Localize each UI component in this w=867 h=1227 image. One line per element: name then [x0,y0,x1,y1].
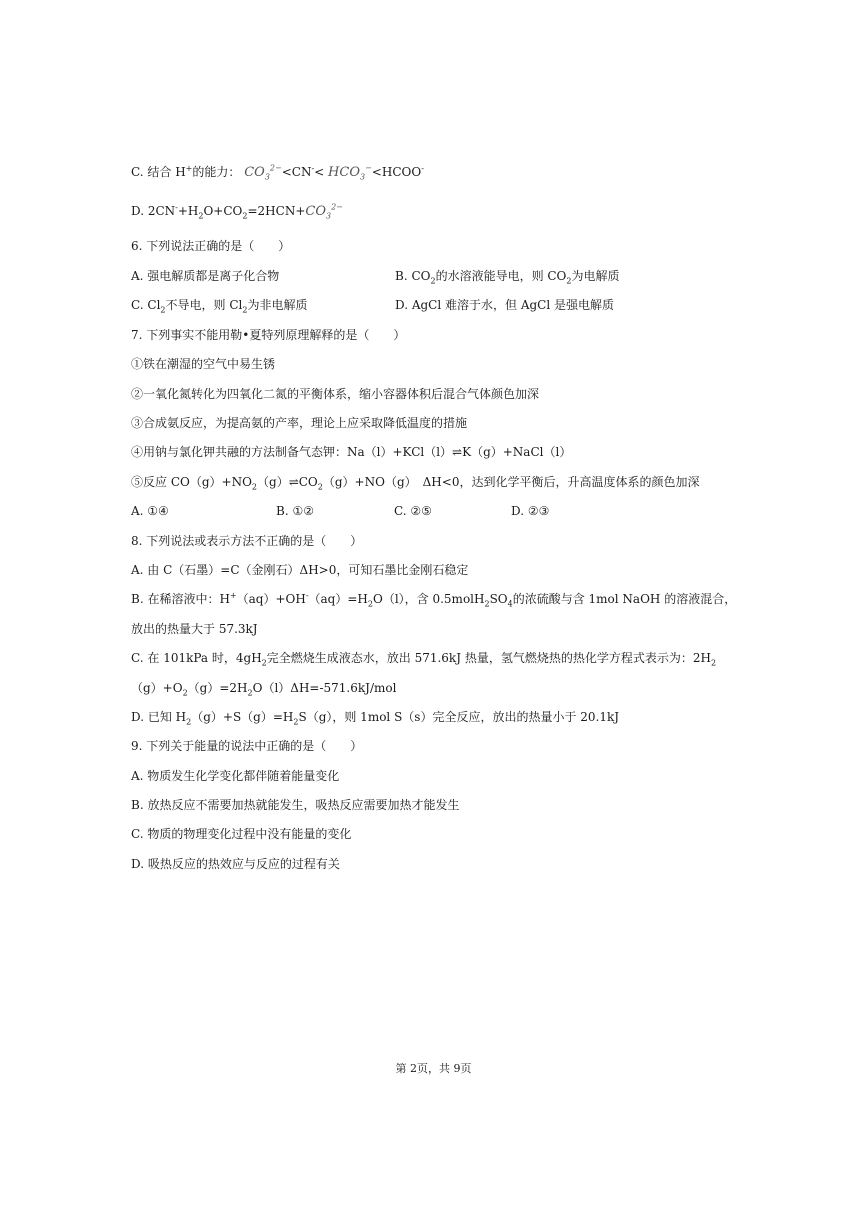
q7-item-4: ④用钠与氯化钾共融的方法制备气态钾：Na（l）+KCl（l）⇌K（g）+NaCl（l） [131,445,572,459]
q6-option-c: C. $Cl_2$不导电，则 $Cl_2$为非电解质 [131,298,308,315]
q8-option-c-line2: $(g)+O_2(g)=2H_2O(l)\Delta H=-571.6kJ$/mol [131,681,397,698]
q8-option-c-line1: C. 在 101kPa 时，$4gH_2$完全燃烧生成液态水，放出 571.6kJ 热量，氢气燃烧热的热化学方程式表示为：$2H_2$ [131,651,717,668]
q9-option-b: B. 放热反应不需要加热就能发生，吸热反应需要加热才能发生 [131,798,460,812]
carbonate-formula: $CO_3^{2-}$ [244,163,282,182]
q6-option-d: D. AgCl 难溶于水，但 AgCl 是强电解质 [395,298,615,312]
q5-option-d: D. $2CN^-+H_2O+CO_2=2HCN+CO_3^{2-}$ [131,202,343,221]
q9-stem: 9. 下列关于能量的说法中正确的是（ ） [131,739,363,753]
page-footer: 第 2页，共 9页 [395,1062,472,1075]
q7-option-a: A. ①④ [131,504,169,518]
q8-option-a: A. 由 C（石墨）=C（金刚石）ΔH>0，可知石墨比金刚石稳定 [131,563,469,577]
q5-option-c: C. 结合 H+的能力： $CO_3^{2-}<CN^-<$ $HCO_3^-<HCOO^-$ [131,163,424,182]
q6-option-a: A. 强电解质都是离子化合物 [131,269,280,283]
q9-option-a: A. 物质发生化学变化都伴随着能量变化 [131,769,340,783]
carbonate-formula: $CO_3^{2-}$ [305,202,343,221]
q7-item-1: ①铁在潮湿的空气中易生锈 [131,357,276,371]
q7-item-2: ②一氧化氮转化为四氧化二氮的平衡体系，缩小容器体积后混合气体颜色加深 [131,387,540,401]
q7-item-3: ③合成氨反应，为提高氨的产率，理论上应采取降低温度的措施 [131,416,468,430]
q7-option-d: D. ②③ [511,504,550,518]
q9-option-c: C. 物质的物理变化过程中没有能量的变化 [131,827,352,841]
q7-option-b: B. ①② [276,504,314,518]
q6-stem: 6. 下列说法正确的是（ ） [131,239,291,253]
q9-option-d: D. 吸热反应的热效应与反应的过程有关 [131,857,340,871]
q8-option-b-line1: B. 在稀溶液中：$H^+(aq)+OH^-(aq)=H_2O(l)$，含 $0.5molH_2SO_4$的浓硫酸与含 1mol NaOH 的溶液混合， [131,591,737,609]
q7-stem: 7. 下列事实不能用勒•夏特列原理解释的是（ ） [131,328,406,342]
q8-stem: 8. 下列说法或表示方法不正确的是（ ） [131,534,363,548]
q8-option-b-line2: 放出的热量大于 57.3kJ [131,622,258,636]
q6-option-b: B. $CO_2$的水溶液能导电，则 $CO_2$为电解质 [395,269,620,286]
q7-option-c: C. ②⑤ [394,504,432,518]
q8-option-d: D. 已知 $H_2(g)+S(g)=H_2S(g)$，则 1mol S（s）完全反应，放出的热量小于 20.1kJ [131,710,620,727]
q7-item-5: ⑤反应 $CO(g)+NO_2(g)\rightleftharpoons CO_2(g)+NO(g)$ ΔH<0，达到化学平衡后，升高温度体系的颜色加深 [131,475,700,492]
bicarbonate-formula: $HCO_3^-$ [328,163,372,182]
